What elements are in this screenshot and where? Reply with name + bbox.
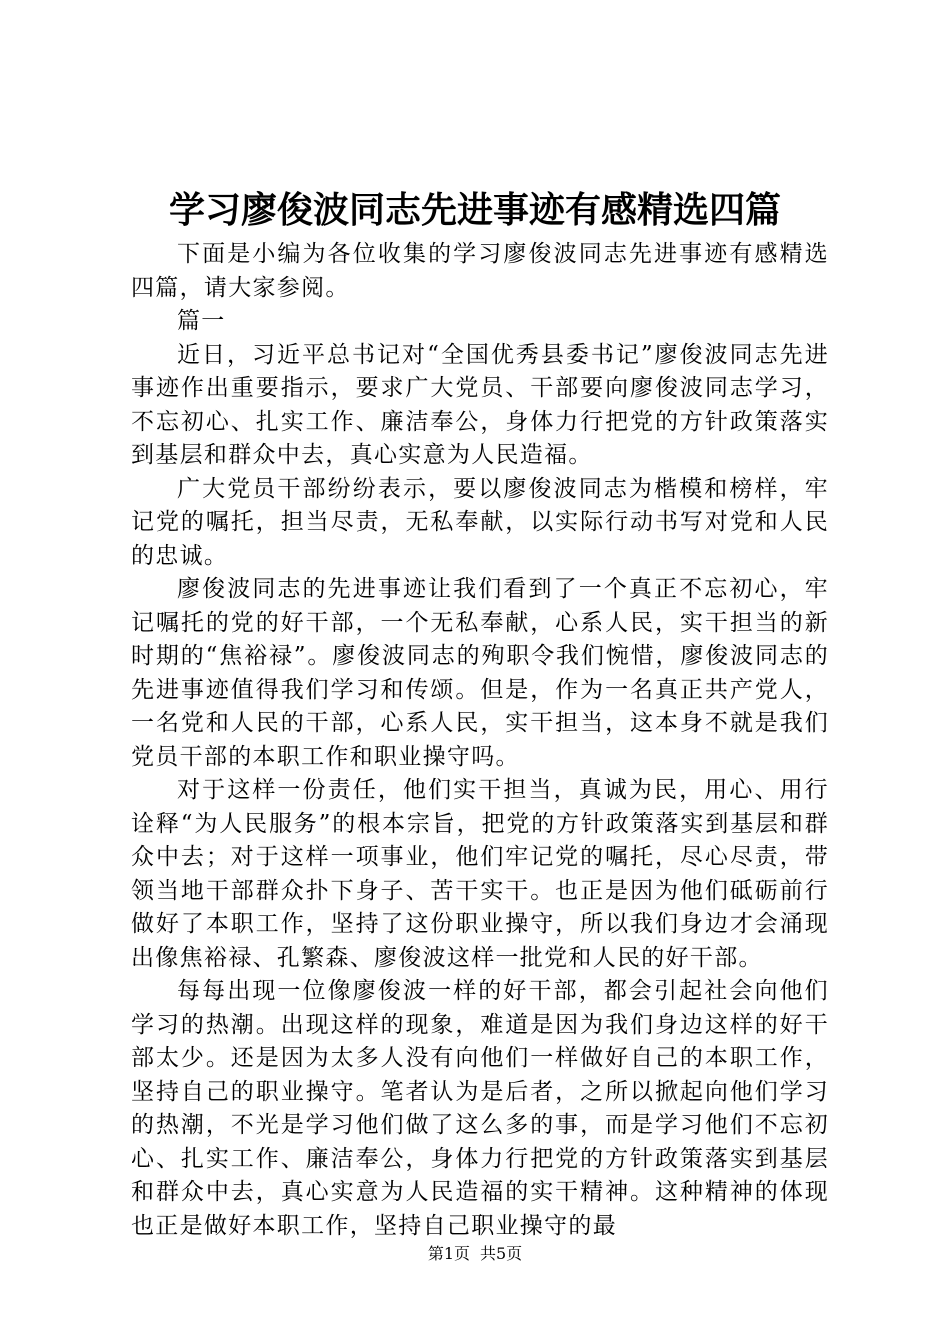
document-body [131,238,829,1239]
document-title: 学习廖俊波同志先进事迹有感精选四篇 [168,189,781,231]
page-number: 第1页 [427,1244,470,1263]
section-heading: 篇一 [177,308,226,334]
paragraph: 广大党员干部纷纷表示，要以廖俊波同志为楷模和榜样，牢记党的嘱托，担当尽责，无私奉献，以实际行动书写对党和人民的忠诚。 [131,475,829,569]
page-total: 共5页 [480,1244,523,1263]
paragraph: 廖俊波同志的先进事迹让我们看到了一个真正不忘初心，牢记嘱托的党的好干部，一个无私奉献，心系人民，实干担当的新时期的“焦裕禄”。廖俊波同志的殉职令我们惋惜，廖俊波同志的先进事迹值得我们学习和传颂。但是，作为一名真正共产党人，一名党和人民的干部，心系人民，实干担当，这本身不就是我们党员干部的本职工作和职业操守吗。 [131,576,829,770]
paragraph: 每每出现一位像廖俊波一样的好干部，都会引起社会向他们学习的热潮。出现这样的现象，难道是因为我们身边这样的好干部太少。还是因为太多人没有向他们一样做好自己的本职工作，坚持自己的职业操守。笔者认为是后者，之所以掀起向他们学习的热潮，不光是学习他们做了这么多的事，而是学习他们不忘初心、扎实工作、廉洁奉公，身体力行把党的方针政策落实到基层和群众中去，真心实意为人民造福的实干精神。这种精神的体现也正是做好本职工作，坚持自己职业操守的最 [131,978,829,1239]
page-footer [0,1243,950,1265]
paragraph: 对于这样一份责任，他们实干担当，真诚为民，用心、用行诠释“为人民服务”的根本宗旨，把党的方针政策落实到基层和群众中去；对于这样一项事业，他们牢记党的嘱托，尽心尽责，带领当地干部群众扑下身子、苦干实干。也正是因为他们砥砺前行做好了本职工作，坚持了这份职业操守，所以我们身边才会涌现出像焦裕禄、孔繁森、廖俊波这样一批党和人民的好干部。 [131,777,829,971]
paragraph-intro: 下面是小编为各位收集的学习廖俊波同志先进事迹有感精选四篇，请大家参阅。 [131,241,829,301]
paragraph: 近日，习近平总书记对“全国优秀县委书记”廖俊波同志先进事迹作出重要指示，要求广大党员、干部要向廖俊波同志学习，不忘初心、扎实工作、廉洁奉公，身体力行把党的方针政策落实到基层和群众中去，真心实意为人民造福。 [131,341,829,468]
